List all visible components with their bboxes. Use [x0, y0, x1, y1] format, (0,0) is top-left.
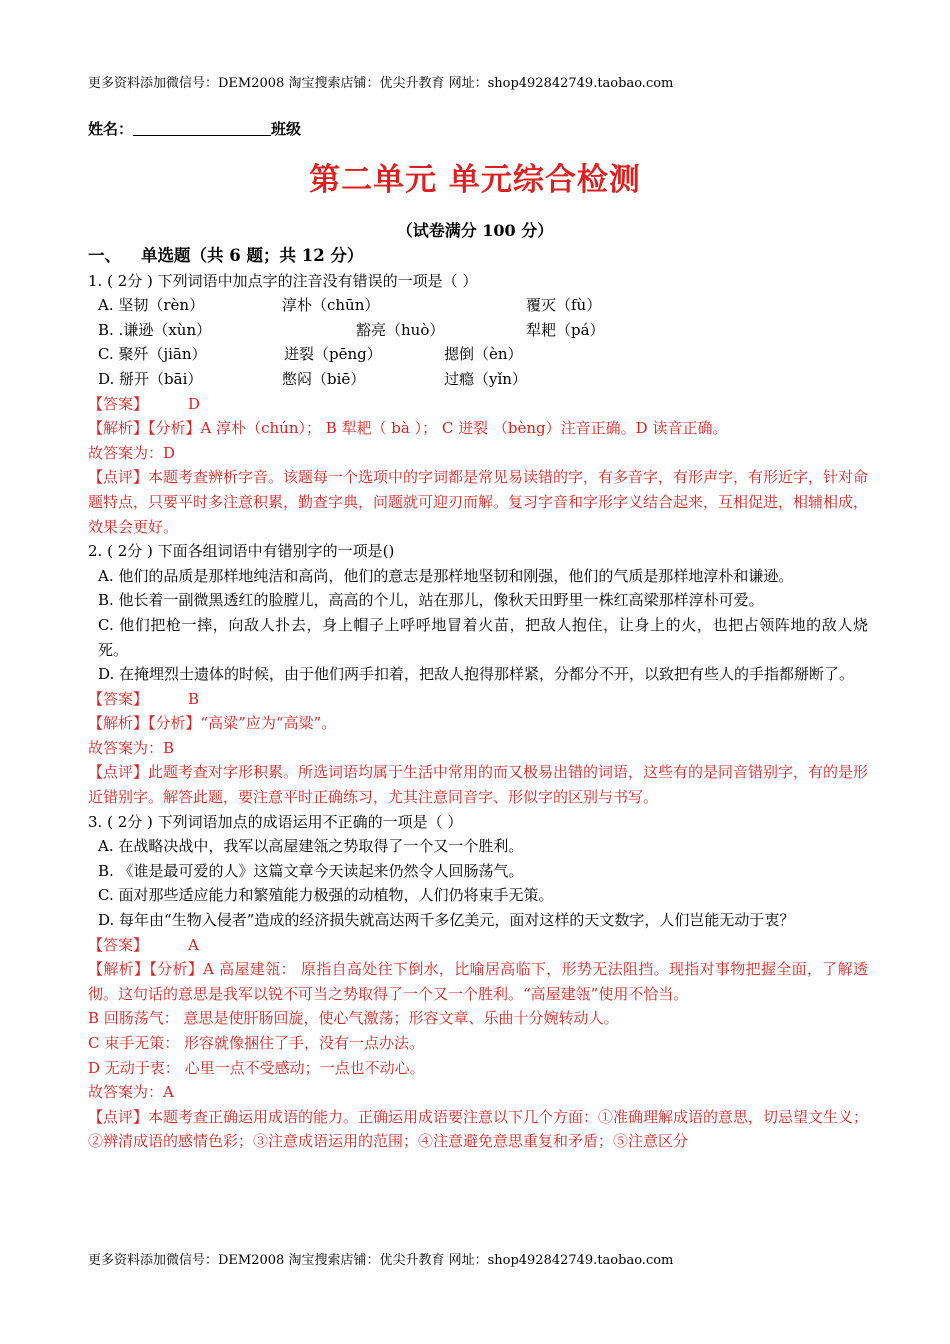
q2-answer-value: B: [188, 689, 200, 708]
q1-answer: [88, 392, 868, 417]
q1-option-a: [88, 293, 868, 318]
q1-comment: 【点评】本题考查辨析字音。该题每一个选项中的字词都是常见易读错的字，有多音字，有形声字，有形近字，针对命题特点，只要平时多注意积累，勤查字典，问题就可迎刃而解。复习字音和字形字义结合起来，互相促进，相辅相成，效果会更好。: [88, 468, 869, 536]
q1-d-word1: D. 掰开（bāi）: [98, 369, 203, 388]
name-blank: [133, 121, 271, 136]
q1-b-word1: B. .谦逊（xùn）: [98, 320, 212, 339]
q1-a-word2: 淳朴（chūn）: [282, 296, 380, 315]
q1-option-d: [88, 367, 868, 392]
section-heading: [88, 244, 868, 269]
q3-option-a: A. 在战略决战中，我军以高屋建瓴之势取得了一个又一个胜利。: [98, 837, 524, 856]
q1-answer-label: 【答案】: [88, 394, 149, 413]
q2-therefore: 故答案为：B: [88, 738, 175, 757]
q1-c-word3: 摁倒（èn）: [444, 345, 523, 364]
q3-answer: [88, 933, 868, 958]
q1-option-c: [88, 342, 868, 367]
q2-option-d: D. 在掩埋烈士遗体的时候，由于他们两手扣着，把敌人抱得那样紧，分都分不开，以致把有些人的手指都掰断了。: [98, 665, 855, 684]
main-content: [88, 244, 868, 1154]
q1-c-word2: 迸裂（pēng）: [284, 345, 382, 364]
q1-option-b: [88, 318, 868, 343]
page-footer: 更多资料添加微信号：DEM2008 淘宝搜索店铺：优尖升教育 网址：shop492842749.taobao.com: [88, 1253, 674, 1268]
q3-analysis: 【解析】【分析】A 高屋建瓴： 原指自高处往下倒水，比喻居高临下，形势无法阻挡。现指对事物把握全面，了解透彻。这句话的意思是我军以锐不可当之势取得了一个又一个胜利。“高屋建瓴”使用不恰当。: [88, 960, 868, 1003]
q2-option-c: C. 他们把枪一摔，向敌人扑去，身上帽子上呼呼地冒着火苗，把敌人抱住，让身上的火，也把占领阵地的敌人烧死。: [98, 615, 868, 659]
q3-b-note: B 回肠荡气： 意思是使肝肠回旋，使心气激荡；形容文章、乐曲十分婉转动人。: [88, 1009, 619, 1028]
q2-comment: 【点评】此题考查对字形积累。所选词语均属于生活中常用的而又极易出错的词语，这些有的是同音错别字，有的是形近错别字。解答此题，要注意平时正确练习，尤其注意同音字、形似字的区别与书写。: [88, 763, 869, 807]
section-number: 一、: [88, 246, 121, 265]
q2-stem: 2. ( 2分 ) 下面各组词语中有错别字的一项是(): [88, 542, 395, 561]
name-label: 姓名：: [88, 120, 134, 138]
q1-b-word2: 豁亮（huò）: [356, 320, 445, 339]
q1-d-word3: 过瘾（yǐn）: [444, 369, 527, 388]
q3-stem: 3. ( 2分 ) 下列词语加点的成语运用不正确的一项是（ ）: [88, 812, 463, 831]
q3-option-c: C. 面对那些适应能力和繁殖能力极强的动植物，人们仍将束手无策。: [98, 886, 554, 905]
q1-b-word3: 犁耙（pá）: [526, 320, 605, 339]
name-class-line: [88, 118, 301, 139]
q1-answer-value: D: [188, 394, 201, 413]
page-title: 第二单元 单元综合检测: [309, 162, 641, 198]
q1-analysis: 【解析】【分析】A 淳朴（chún）； B 犁耙（ bà ）； C 迸裂 （bèng）注音正确。D 读音正确。: [88, 419, 728, 438]
q1-a-word1: A. 坚韧（rèn）: [98, 296, 205, 315]
q3-therefore: 故答案为：A: [88, 1083, 174, 1102]
section-title: 单选题（共 6 题；共 12 分）: [141, 246, 364, 265]
q2-option-b: B. 他长着一副微黑透红的脸膛儿，高高的个儿，站在那儿，像秋天田野里一株红高梁那样淳朴可爱。: [98, 591, 764, 610]
q3-c-note: C 束手无策： 形容就像捆住了手，没有一点办法。: [88, 1034, 425, 1052]
q3-d-note: D 无动于衷： 心里一点不受感动；一点也不动心。: [88, 1058, 425, 1077]
q3-answer-label: 【答案】: [88, 935, 149, 954]
class-label: 班级: [271, 120, 302, 138]
q1-stem: 1. ( 2分 ) 下列词语中加点字的注音没有错误的一项是（ ）: [88, 271, 478, 290]
q1-a-word3: 覆灭（fù）: [526, 296, 602, 315]
q2-answer-label: 【答案】: [88, 689, 149, 708]
q2-analysis: 【解析】【分析】“高粱”应为“高粱”。: [88, 714, 337, 733]
q3-answer-value: A: [188, 935, 199, 954]
q2-answer: [88, 687, 868, 712]
q2-option-a: A. 他们的品质是那样地纯洁和高尚，他们的意志是那样地坚韧和刚强，他们的气质是那样地淳朴和谦逊。: [98, 566, 794, 585]
q1-d-word2: 憋闷（biē）: [282, 369, 366, 388]
page-subtitle: （试卷满分 100 分）: [396, 221, 554, 240]
page-header: 更多资料添加微信号：DEM2008 淘宝搜索店铺：优尖升教育 网址：shop492842749.taobao.com: [88, 76, 674, 91]
q3-comment: 【点评】本题考查正确运用成语的能力。正确运用成语要注意以下几个方面：①准确理解成语的意思，切忌望文生义；②辨清成语的感情色彩；③注意成语运用的范围；④注意避免意思重复和矛盾；⑤注意区分: [88, 1107, 869, 1151]
q1-therefore: 故答案为：D: [88, 443, 176, 462]
q3-option-b: B. 《谁是最可爱的人》这篇文章今天读起来仍然令人回肠荡气。: [98, 861, 524, 880]
q1-c-word1: C. 聚歼（jiān）: [98, 345, 207, 364]
q3-option-d: D. 每年由“生物入侵者”造成的经济损失就高达两千多亿美元，面对这样的天文数字，人们岂能无动于衷？: [98, 911, 795, 930]
